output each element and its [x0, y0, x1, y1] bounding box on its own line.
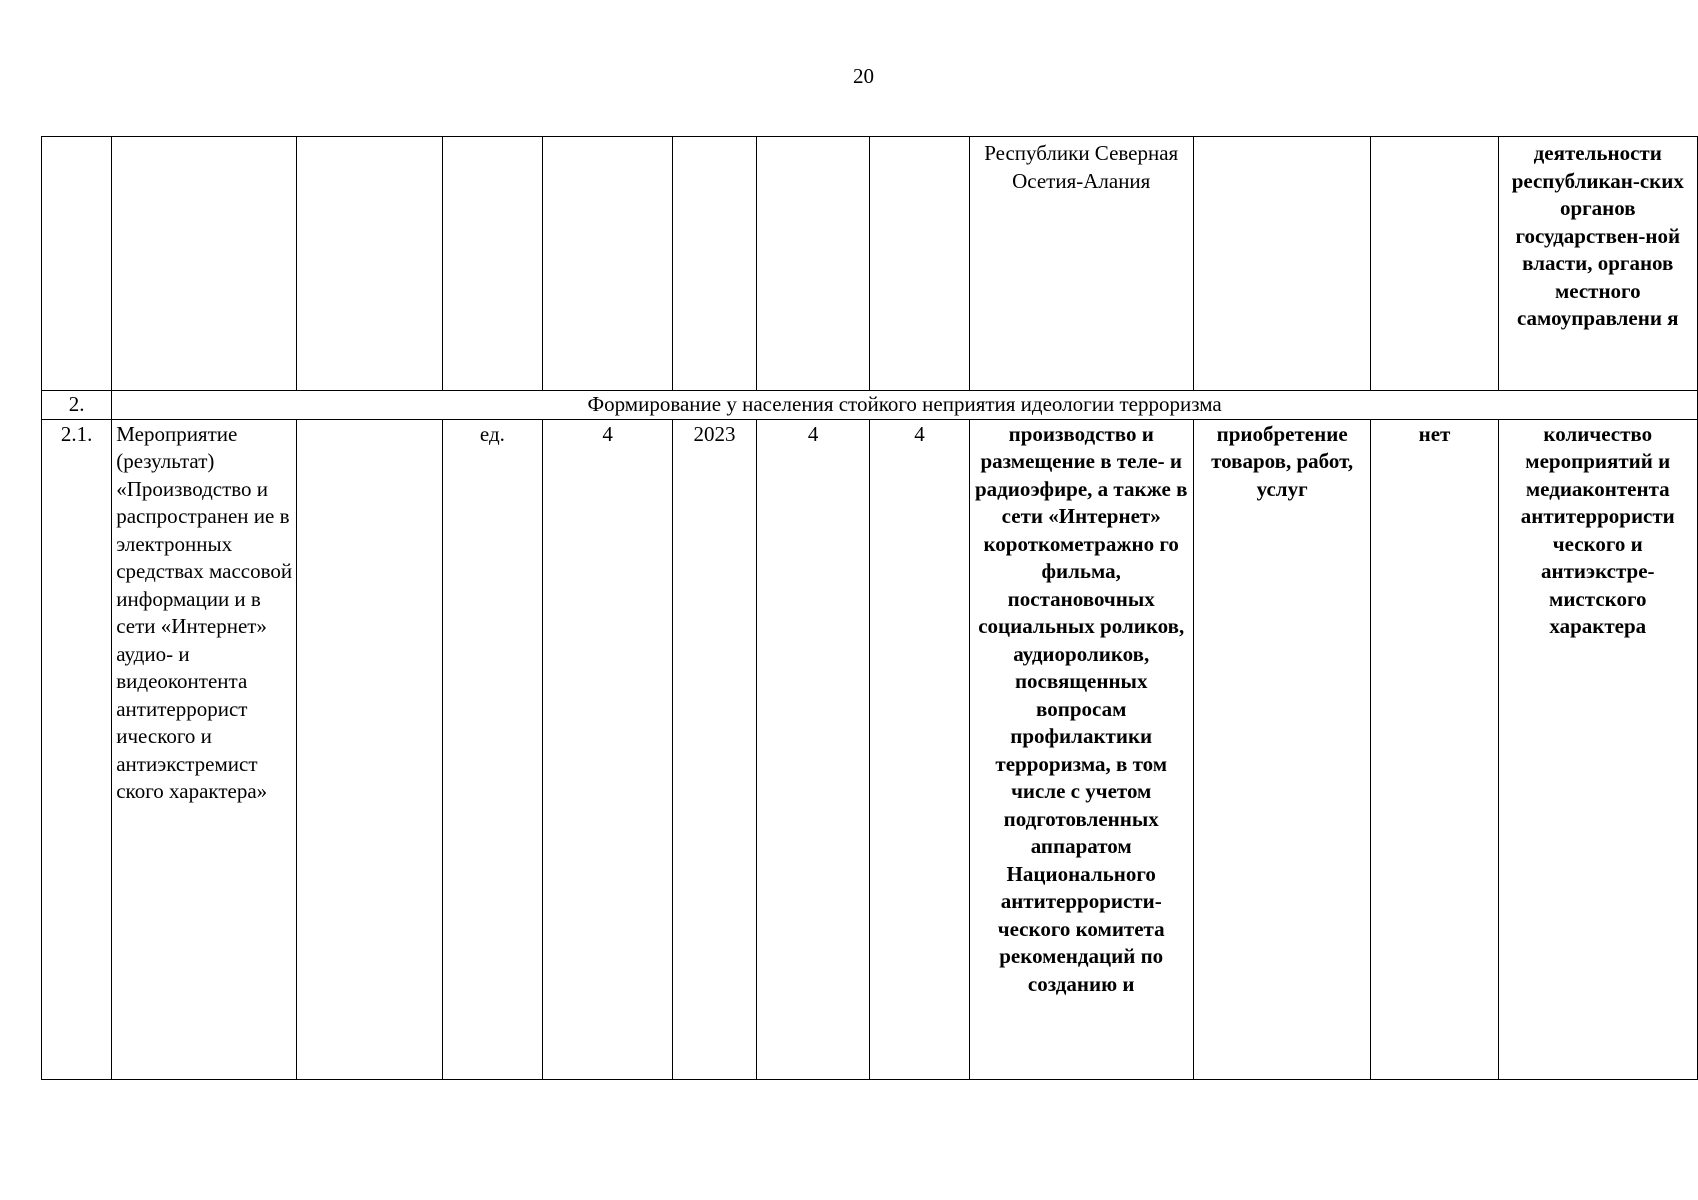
cell-flag-empty	[1371, 137, 1498, 391]
section-row	[42, 391, 1698, 420]
item-description: производство и размещение в теле- и радиоэфире, а также в сети «Интернет» короткометражно го фильма, постановочных социальных роликов, аудиороликов, посвященных вопросам профилактики терроризма, в том числе с учетом подготовленных аппаратом Национального антитеррористи-ческого комитета рекомендаций по созданию и	[969, 419, 1193, 1080]
cell-base-year-empty	[673, 137, 757, 391]
cell-continued-indicator	[1498, 137, 1697, 391]
item-value-2: 4	[870, 419, 969, 1080]
item-indicator	[1498, 419, 1697, 1080]
page-number: 20	[853, 64, 874, 88]
item-flag: нет	[1371, 419, 1498, 1080]
item-row	[42, 419, 1698, 1080]
cell-continued-indicator-text: деятельности республикан-ских органов государствен-ной власти, органов местного самоуправлени я	[1511, 141, 1684, 330]
section-number: 2.	[42, 391, 112, 420]
cell-name-empty	[112, 137, 297, 391]
item-number: 2.1.	[42, 419, 112, 1080]
section-title: Формирование у населения стойкого неприятия идеологии терроризма	[112, 391, 1698, 420]
item-unit: ед.	[442, 419, 542, 1080]
item-value-1: 4	[756, 419, 870, 1080]
item-type: приобретение товаров, работ, услуг	[1193, 419, 1371, 1080]
item-base-year: 2023	[673, 419, 757, 1080]
cell-unit-empty	[442, 137, 542, 391]
cell-number-empty	[42, 137, 112, 391]
item-name: Мероприятие (результат) «Производство и распространен ие в электронных средствах массовой информации и в сети «Интернет» аудио- и видеоконтента антитеррорист ического и антиэкстремист ского характера»	[112, 419, 297, 1080]
cell-type-empty	[1193, 137, 1371, 391]
cell-base-value-empty	[543, 137, 673, 391]
cell-value2-empty	[870, 137, 969, 391]
item-base-value: 4	[543, 419, 673, 1080]
continued-row	[42, 137, 1698, 391]
cell-value1-empty	[756, 137, 870, 391]
program-table	[41, 136, 1698, 1080]
item-indicator-text: количество мероприятий и медиаконтента антитеррористи ческого и антиэкстре-мистского характера	[1520, 421, 1675, 638]
cell-continued-region: Республики Северная Осетия-Алания	[969, 137, 1193, 391]
cell-col3-empty	[297, 137, 443, 391]
item-col3	[297, 419, 443, 1080]
